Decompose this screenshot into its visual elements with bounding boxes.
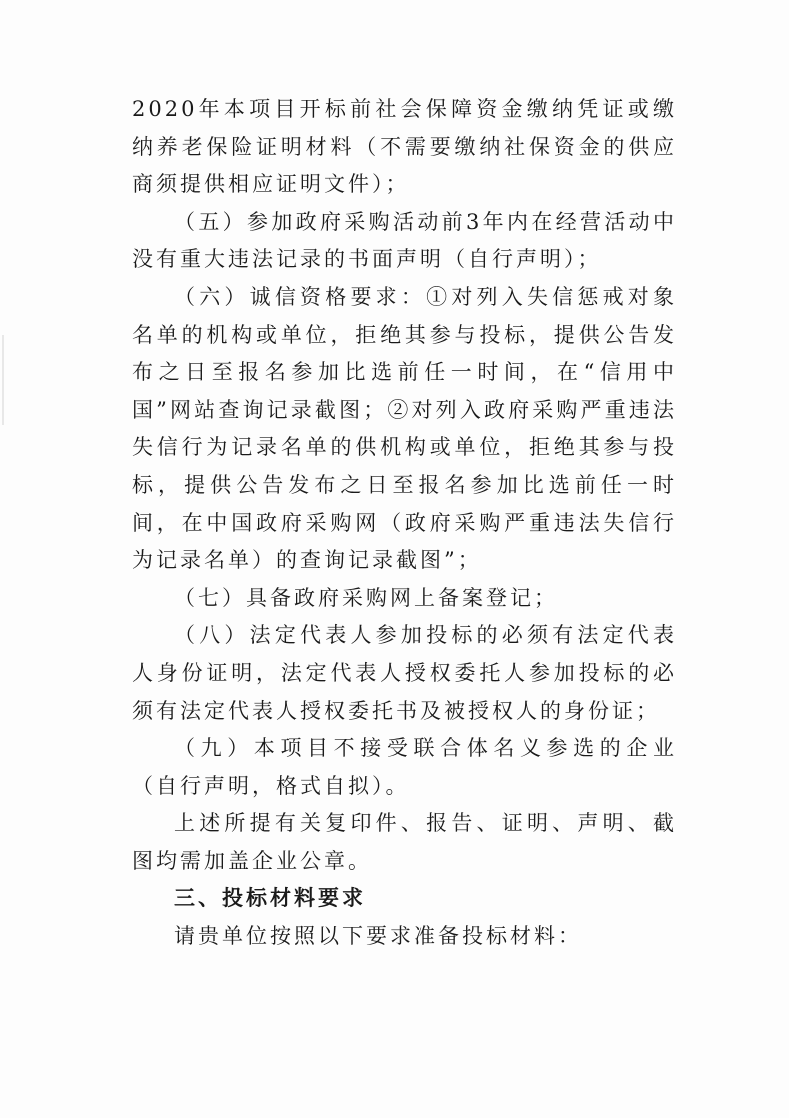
paragraph-seal-note: 上述所提有关复印件、报告、证明、声明、截图均需加盖企业公章。	[132, 811, 677, 873]
paragraph-item-6: （六）诚信资格要求：①对列入失信惩戒对象名单的机构或单位，拒绝其参与投标，提供公告发布之日至报名参加比选前任一时间，在“信用中国”网站查询记录截图；②对列入政府采购严重违法失信行为记录名单的供机构或单位，拒绝其参与投标，提供公告发布之日至报名参加比选前任一时间，在中国政府采购网（政府采购严重违法失信行为记录名单）的查询记录截图”；	[132, 284, 677, 573]
section-heading: 三、投标材料要求	[174, 886, 366, 911]
paragraph-item-9: （九）本项目不接受联合体名义参选的企业（自行声明，格式自拟）。	[132, 736, 677, 798]
paragraph-item-7: （七）具备政府采购网上备案登记；	[174, 585, 558, 610]
scan-edge-mark	[2, 335, 4, 425]
paragraph-item-5: （五）参加政府采购活动前3年内在经营活动中没有重大违法记录的书面声明（自行声明）；	[132, 209, 677, 272]
document-body	[132, 91, 677, 956]
paragraph-item-8: （八）法定代表人参加投标的必须有法定代表人身份证明，法定代表人授权委托人参加投标的必须有法定代表人授权委托书及被授权人的身份证；	[132, 623, 677, 723]
section-intro: 请贵单位按照以下要求准备投标材料：	[174, 924, 582, 949]
paragraph-social-security: 2020年本项目开标前社会保障资金缴纳凭证或缴纳养老保险证明材料（不需要缴纳社保资金的供应商须提供相应证明文件）；	[132, 97, 677, 197]
